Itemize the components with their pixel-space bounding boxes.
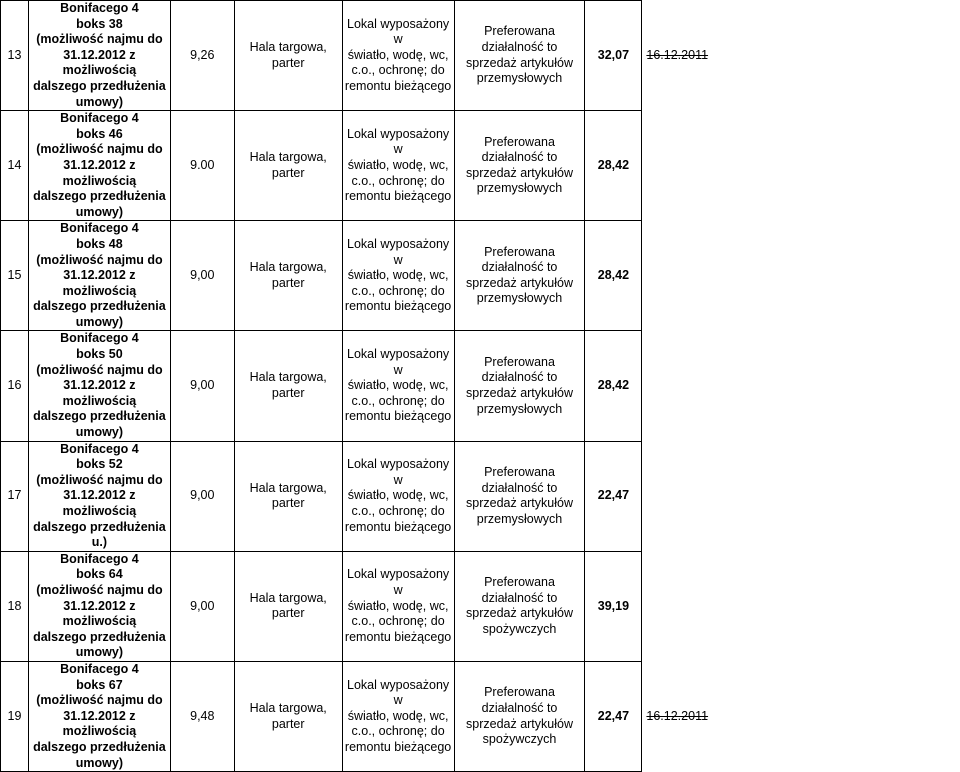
area-cell: 9,26 (170, 1, 234, 111)
price-cell: 39,19 (585, 551, 642, 661)
place-cell: Hala targowa, parter (234, 661, 342, 771)
row-number: 19 (1, 661, 29, 771)
date-cell (642, 551, 960, 661)
area-cell: 9.00 (170, 111, 234, 221)
place-cell: Hala targowa, parter (234, 551, 342, 661)
date-cell: 16.12.2011 (646, 47, 709, 62)
description-cell: Lokal wyposażony w światło, wodę, wc, c.o., ochronę; do remontu bieżącego (342, 661, 454, 771)
area-cell: 9,00 (170, 551, 234, 661)
price-cell: 28,42 (585, 331, 642, 441)
table-row (1, 661, 960, 771)
row-number: 18 (1, 551, 29, 661)
activity-cell: Preferowana działalność to sprzedaż artykułów spożywczych (454, 661, 585, 771)
activity-cell: Preferowana działalność to sprzedaż artykułów przemysłowych (454, 441, 585, 551)
price-cell: 28,42 (585, 111, 642, 221)
place-cell: Hala targowa, parter (234, 1, 342, 111)
table-row (1, 221, 960, 331)
description-cell: Lokal wyposażony w światło, wodę, wc, c.o., ochronę; do remontu bieżącego (342, 331, 454, 441)
location-cell: Bonifacego 4 boks 48 (możliwość najmu do 31.12.2012 z możliwością dalszego przedłużenia umowy) (28, 221, 170, 331)
date-cell (642, 331, 960, 441)
activity-cell: Preferowana działalność to sprzedaż artykułów przemysłowych (454, 221, 585, 331)
date-cell (642, 221, 960, 331)
area-cell: 9,48 (170, 661, 234, 771)
row-number: 15 (1, 221, 29, 331)
place-cell: Hala targowa, parter (234, 331, 342, 441)
description-cell: Lokal wyposażony w światło, wodę, wc, c.o., ochronę; do remontu bieżącego (342, 1, 454, 111)
price-cell: 32,07 (585, 1, 642, 111)
activity-cell: Preferowana działalność to sprzedaż artykułów przemysłowych (454, 111, 585, 221)
area-cell: 9,00 (170, 441, 234, 551)
location-cell: Bonifacego 4 boks 67 (możliwość najmu do 31.12.2012 z możliwością dalszego przedłużenia umowy) (28, 661, 170, 771)
activity-cell: Preferowana działalność to sprzedaż artykułów spożywczych (454, 551, 585, 661)
place-cell: Hala targowa, parter (234, 111, 342, 221)
location-cell: Bonifacego 4 boks 50 (możliwość najmu do 31.12.2012 z możliwością dalszego przedłużenia umowy) (28, 331, 170, 441)
description-cell: Lokal wyposażony w światło, wodę, wc, c.o., ochronę; do remontu bieżącego (342, 111, 454, 221)
date-cell (642, 111, 960, 221)
location-cell: Bonifacego 4 boks 64 (możliwość najmu do 31.12.2012 z możliwością dalszego przedłużenia umowy) (28, 551, 170, 661)
description-cell: Lokal wyposażony w światło, wodę, wc, c.o., ochronę; do remontu bieżącego (342, 551, 454, 661)
date-cell (642, 441, 960, 551)
place-cell: Hala targowa, parter (234, 441, 342, 551)
area-cell: 9,00 (170, 221, 234, 331)
table-row (1, 111, 960, 221)
price-cell: 22,47 (585, 661, 642, 771)
price-cell: 28,42 (585, 221, 642, 331)
activity-cell: Preferowana działalność to sprzedaż artykułów przemysłowych (454, 1, 585, 111)
area-cell: 9,00 (170, 331, 234, 441)
location-cell: Bonifacego 4 boks 52 (możliwość najmu do 31.12.2012 z możliwością dalszego przedłużenia u.) (28, 441, 170, 551)
date-cell: 16.12.2011 (646, 708, 709, 723)
description-cell: Lokal wyposażony w światło, wodę, wc, c.o., ochronę; do remontu bieżącego (342, 441, 454, 551)
description-cell: Lokal wyposażony w światło, wodę, wc, c.o., ochronę; do remontu bieżącego (342, 221, 454, 331)
table-row (1, 441, 960, 551)
row-number: 13 (1, 1, 29, 111)
row-number: 14 (1, 111, 29, 221)
table-row (1, 551, 960, 661)
location-cell: Bonifacego 4 boks 38 (możliwość najmu do 31.12.2012 z możliwością dalszego przedłużenia umowy) (28, 1, 170, 111)
table-row (1, 1, 960, 111)
price-cell: 22,47 (585, 441, 642, 551)
row-number: 17 (1, 441, 29, 551)
table-row (1, 331, 960, 441)
place-cell: Hala targowa, parter (234, 221, 342, 331)
row-number: 16 (1, 331, 29, 441)
location-cell: Bonifacego 4 boks 46 (możliwość najmu do 31.12.2012 z możliwością dalszego przedłużenia umowy) (28, 111, 170, 221)
activity-cell: Preferowana działalność to sprzedaż artykułów przemysłowych (454, 331, 585, 441)
